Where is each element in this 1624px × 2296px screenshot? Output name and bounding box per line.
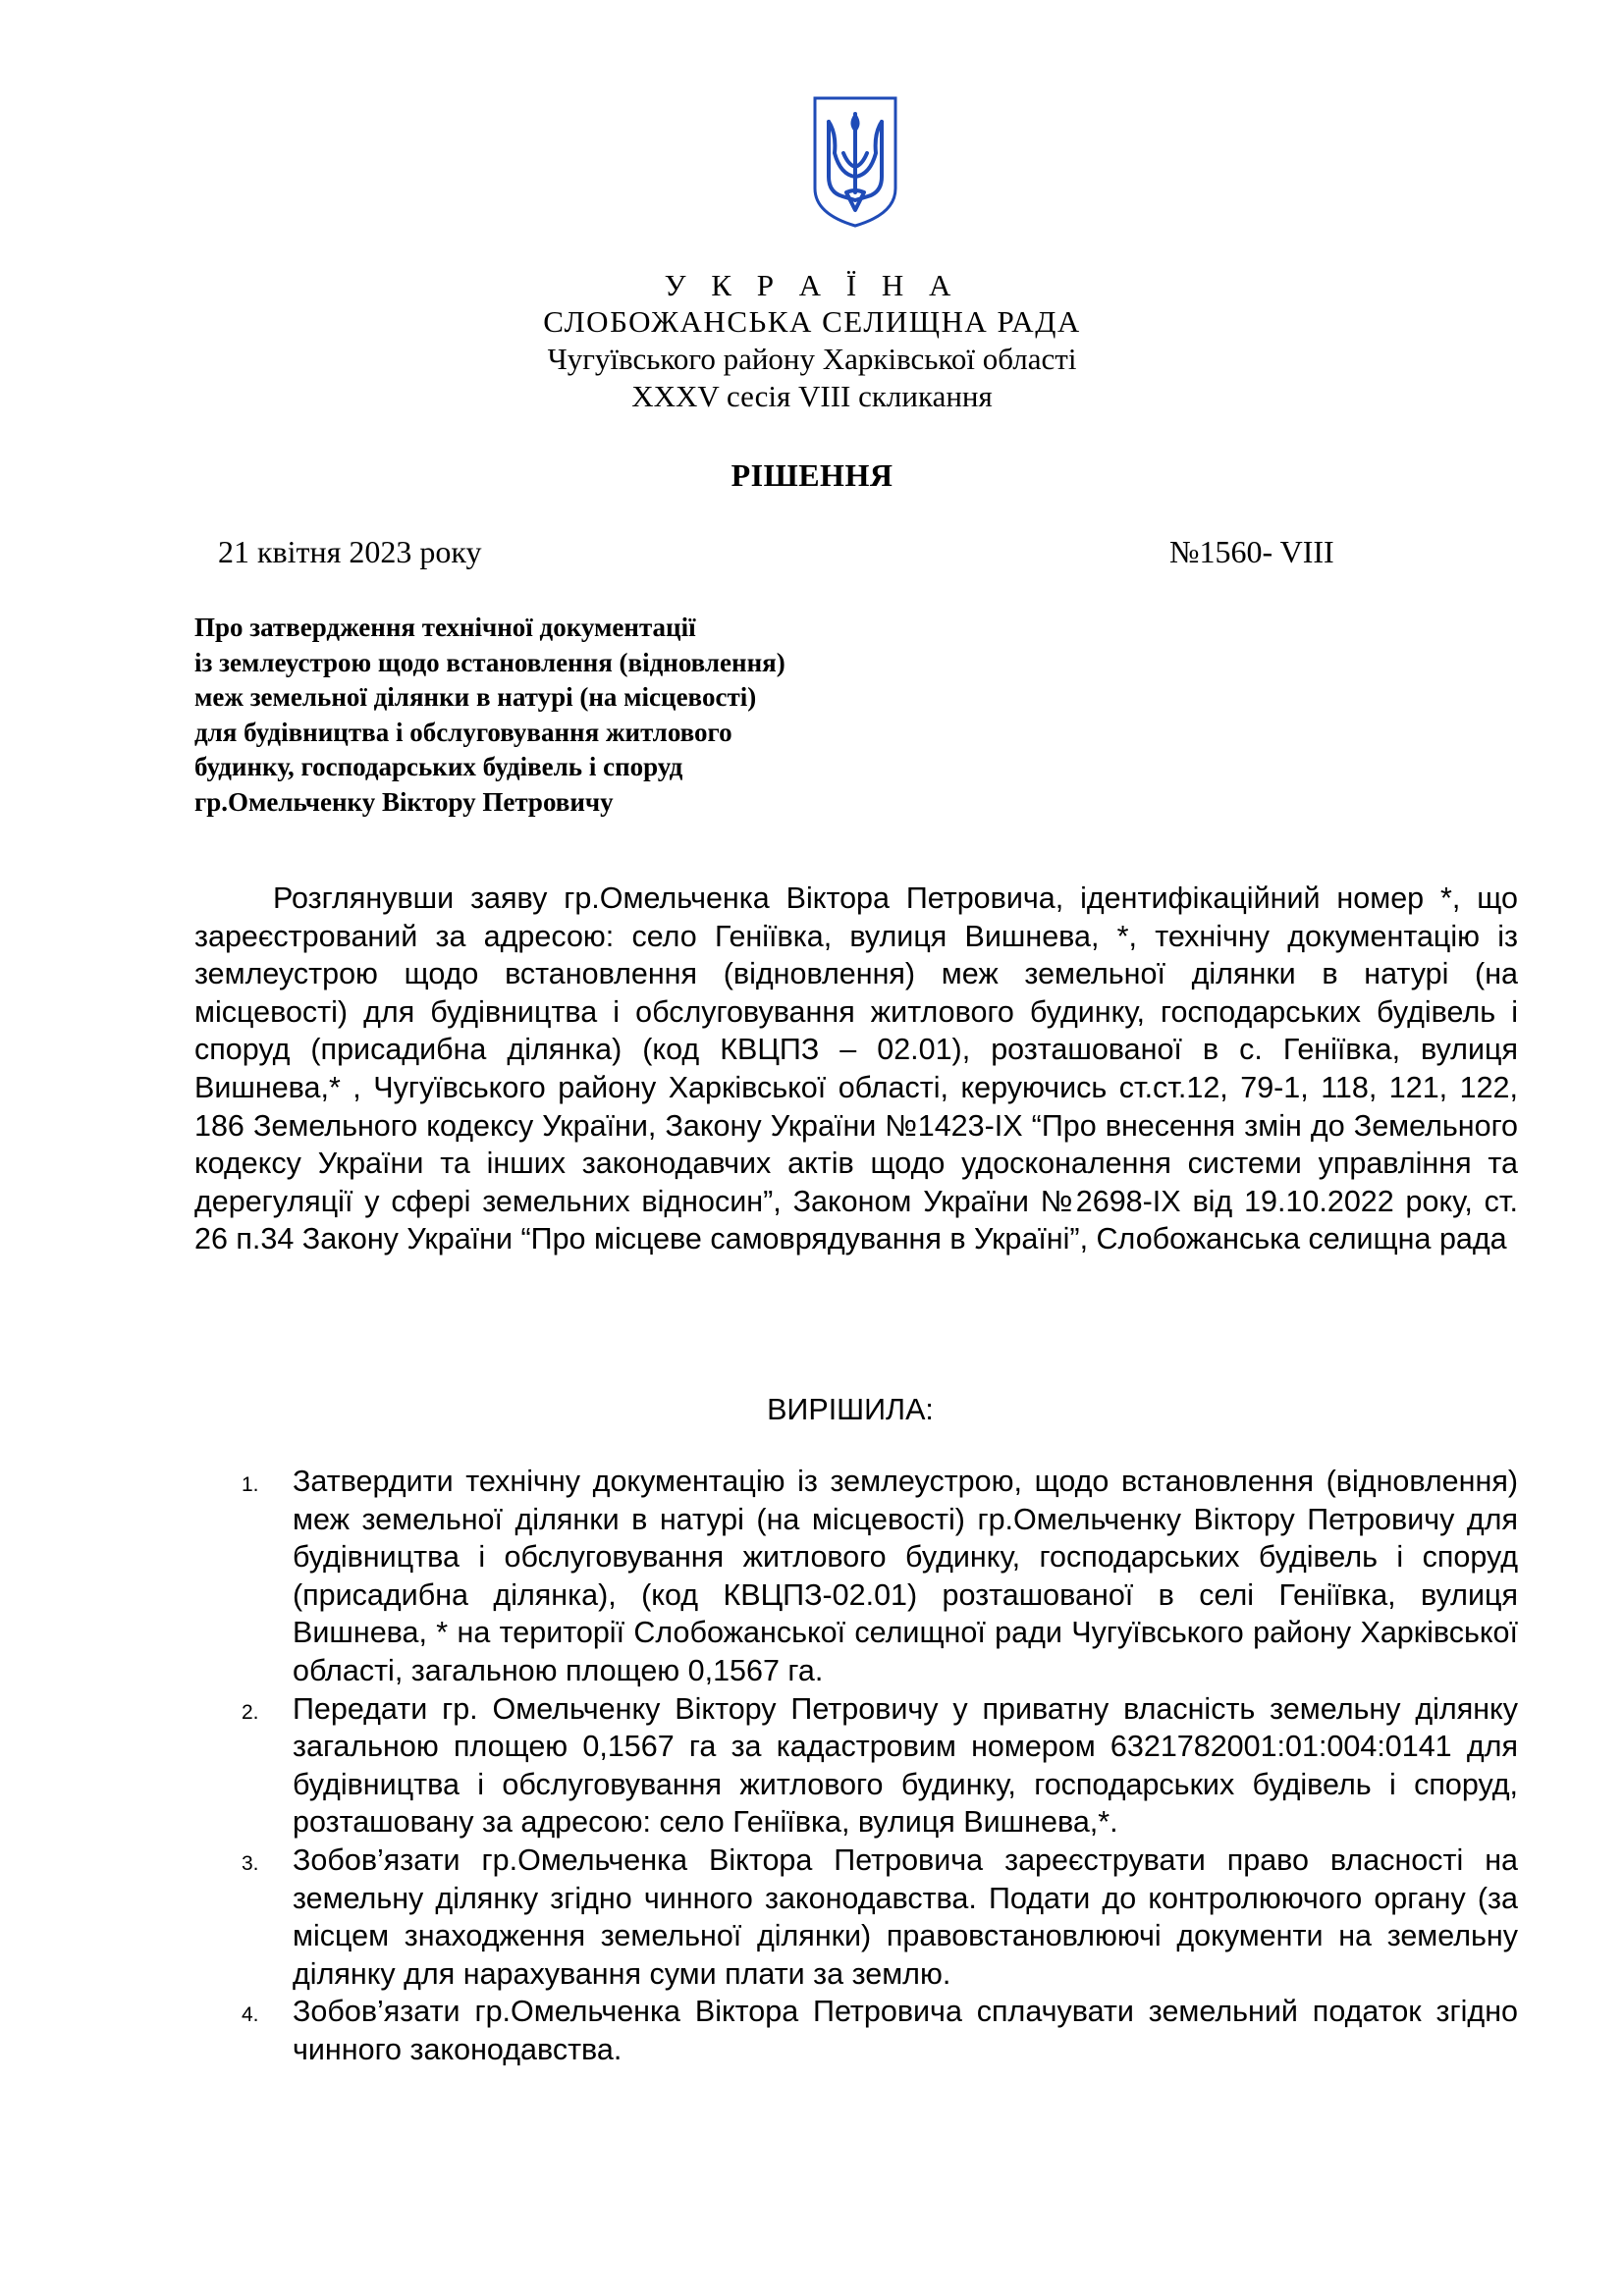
country-name: У К Р А Ї Н А <box>664 268 960 302</box>
item-text: Передати гр. Омельченку Віктору Петровичу у приватну власність земельну ділянку загальною площею 0,1567 га за кадастровим номером 6321782001:01:004:0141 для будівництва і обслуговування житлового будинку, господарських будівель і споруд, розташовану за адресою: село Геніївка, вулиця Вишнева,*. <box>293 1691 1518 1840</box>
item-number: 3. <box>242 1851 259 1875</box>
session-name: XXXV сесія VIII скликання <box>631 379 993 413</box>
item-text: Затвердити технічну документацію із землеустрою, щодо встановлення (відновлення) меж земельної ділянки в натурі (на місцевості) гр.Омельченку Віктору Петровичу для будівництва і обслуговування житлового будинку, господарських будівель і споруд (присадибна ділянка), (код КВЦПЗ-02.01) розташованої в селі Геніївка, вулиця Вишнева, * на території Слобожанської селищної ради Чугуївського району Харківської області, загальною площею 0,1567 га. <box>293 1465 1518 1687</box>
item-number: 4. <box>242 2003 259 2027</box>
list-item <box>232 1993 1518 2068</box>
subject-line: для будівництва і обслуговування житлового <box>194 717 732 747</box>
council-name: СЛОБОЖАНСЬКА СЕЛИЩНА РАДА <box>543 304 1081 339</box>
preamble-paragraph <box>194 880 1518 1258</box>
list-item <box>232 1690 1518 1842</box>
resolution-items <box>232 1463 1518 2069</box>
decision-subject <box>194 611 901 821</box>
decision-date: 21 квітня 2023 року <box>218 534 482 569</box>
subject-line: будинку, господарських будівель і споруд <box>194 752 683 782</box>
subject-line: із землеустрою щодо встановлення (відновлення) <box>194 647 785 677</box>
item-text: Зобов’язати гр.Омельченка Віктора Петровича зареєструвати право власності на земельну ділянку згідно чинного законодавства. Подати до контролюючого органу (за місцем знаходження земельної ділянки) правовстановлюючі документи на земельну ділянку для нарахування суми плати за землю. <box>293 1842 1518 1991</box>
decision-number: №1560- VIII <box>1169 534 1334 569</box>
subject-line: гр.Омельченку Віктору Петровичу <box>194 786 614 817</box>
resolved-heading: ВИРІШИЛА: <box>767 1393 934 1426</box>
trident-coat-of-arms-icon <box>811 94 899 230</box>
district-name: Чугуївського району Харківської області <box>547 342 1077 376</box>
item-number: 1. <box>242 1473 259 1496</box>
item-text: Зобов’язати гр.Омельченка Віктора Петровича сплачувати земельний податок згідно чинного законодавства. <box>293 1995 1518 2066</box>
subject-line: Про затвердження технічної документації <box>194 613 696 642</box>
list-item <box>232 1463 1518 1690</box>
item-number: 2. <box>242 1700 259 1724</box>
document-title: РІШЕННЯ <box>731 457 893 493</box>
subject-line: меж земельної ділянки в натурі (на місцевості) <box>194 682 757 713</box>
list-item <box>232 1842 1518 1993</box>
preamble-text: Розглянувши заяву гр.Омельченка Віктора Петровича, ідентифікаційний номер *, що зареєстрований за адресою: село Геніївка, вулиця Вишнева, *, технічну документацію із землеустрою щодо встановлення (відновлення) меж земельної ділянки в натурі (на місцевості) для будівництва і обслуговування житлового будинку, господарських будівель і споруд (присадибна ділянка) (код КВЦПЗ – 02.01), розташованої в с. Геніївка, вулиця Вишнева,* , Чугуївського району Харківської області, керуючись ст.ст.12, 79-1, 118, 121, 122, 186 Земельного кодексу України, Закону України №1423-IX “Про внесення змін до Земельного кодексу України та інших законодавчих актів щодо удосконалення системи управління та дерегуляції у сфері земельних відносин”, Законом України №2698-IX від 19.10.2022 року, ст. 26 п.34 Закону України “Про місцеве самоврядування в Україні”, Слобожанська селищна рада <box>194 881 1518 1256</box>
